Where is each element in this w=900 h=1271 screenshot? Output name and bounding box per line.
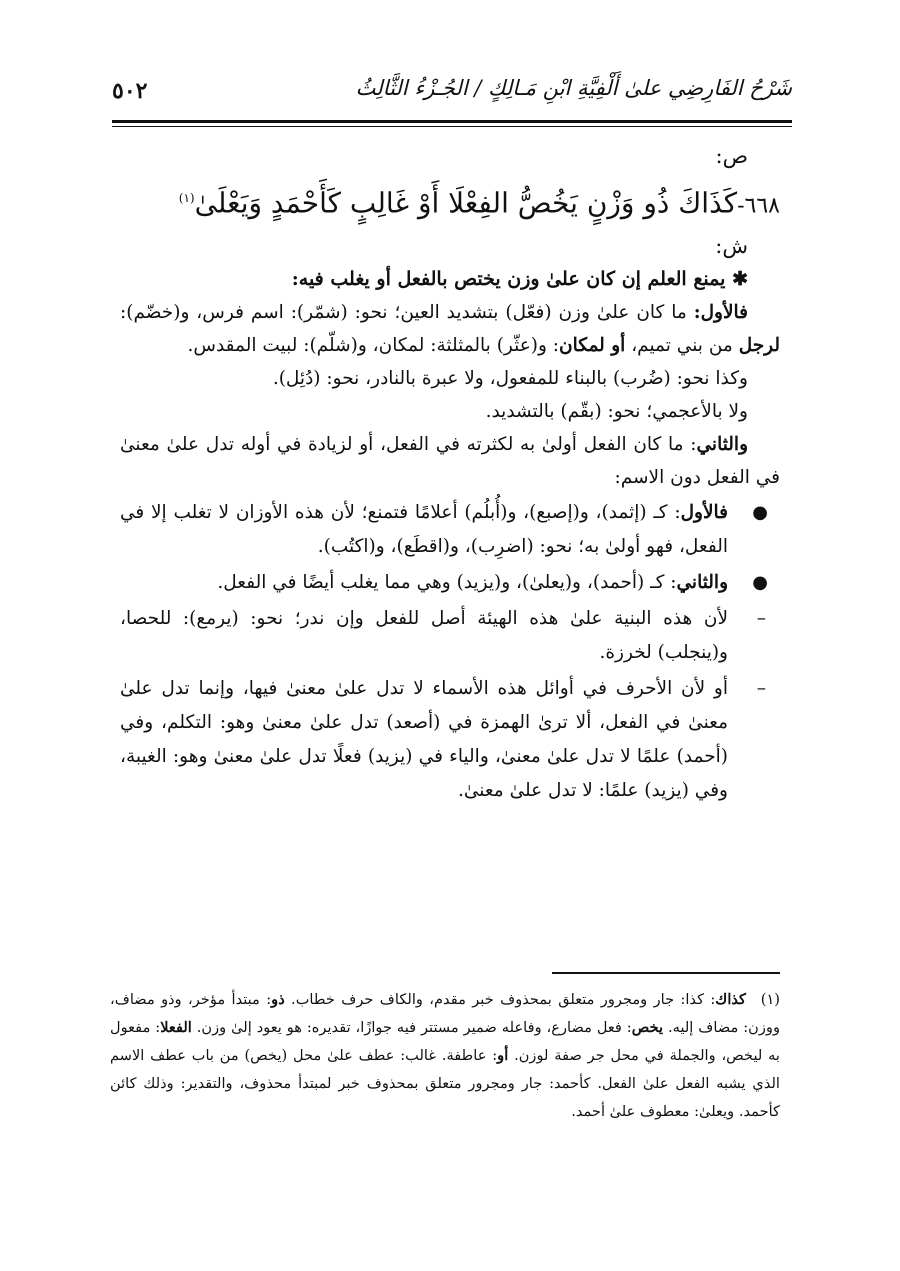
paragraph-second: والثاني: ما كان الفعل أولىٰ به لكثرته في الفعل، أو لزيادة في أوله تدل علىٰ معنىٰ في الفعل دون الاسم: bbox=[120, 434, 780, 489]
list-item: – لأن هذه البنية علىٰ هذه الهيئة أصل للفعل وإن ندر؛ نحو: (يرمع): للحصا، و(ينجلب) لخرزة. bbox=[120, 602, 780, 670]
label-shin: ش: bbox=[715, 234, 748, 259]
dash-icon: – bbox=[756, 608, 766, 630]
footnote-rule bbox=[552, 972, 780, 974]
header-title: شَرْحُ الفَارِضِي علىٰ أَلْفِيَّةِ ابْنِ مَـالِكٍ / الجُـزْءُ الثَّالِثُ bbox=[355, 76, 792, 100]
verse-text: كَذَاكَ ذُو وَزْنٍ يَخُصُّ الفِعْلَا أَوْ غَالِبٍ كَأَحْمَدٍ وَيَعْلَىٰ bbox=[194, 186, 738, 220]
label-sad: ص: bbox=[715, 144, 748, 168]
paragraph-first: فالأول: ما كان علىٰ وزن (فعّل) بتشديد العين؛ نحو: (شمّر): اسم فرس، و(خضّم): لرجل من بني تميم، أو لمكان: و(عثّر) بالمثلثة: لمكان، و(شلّم): لبيت المقدس. bbox=[120, 302, 780, 357]
page-number: ٥٠٢ bbox=[112, 78, 148, 104]
verse-line bbox=[120, 174, 780, 230]
paragraph-foreign: ولا بالأعجمي؛ نحو: (بقّم) بالتشديد. bbox=[485, 401, 748, 423]
footnote: (١)كذاك: كذا: جار ومجرور متعلق بمحذوف خبر مقدم، والكاف حرف خطاب. ذو: مبتدأ مؤخر، وذو مضاف، ووزن: مضاف إليه. يخص: فعل مضارع، وفاعله ضمير مستتر فيه جوازًا، تقديره: هو يعود إلىٰ وزن. الفعلا: مفعول به ليخص، والجملة في محل جر صفة لوزن. أو: عاطفة. غالب: عطف علىٰ محل (يخص) من باب عطف الاسم الذي يشبه الفعل علىٰ الفعل. كأحمد: جار ومجرور متعلق بمحذوف خبر لمبتدأ محذوف، والتقدير: وذلك كائن كأحمد. ويعلىٰ: معطوف علىٰ أحمد. bbox=[110, 986, 780, 1126]
dash-icon: – bbox=[756, 678, 766, 700]
list-item: – أو لأن الأحرف في أوائل هذه الأسماء لا تدل علىٰ معنىٰ فيها، وإنما تدل علىٰ معنىٰ في الفعل، ألا ترىٰ الهمزة في (أصعد) تدل علىٰ معنىٰ وهو: التكلم، وفي (أحمد) علمًا لا تدل علىٰ معنىٰ، والياء في (يزيد) فعلًا تدل علىٰ معنىٰ وهو: الغيبة، وفي (يزيد) علمًا: لا تدل علىٰ معنىٰ. bbox=[120, 672, 780, 808]
footnote-number: (١) bbox=[760, 991, 780, 1008]
header-rule bbox=[112, 120, 792, 123]
header-rule-thin bbox=[112, 126, 792, 127]
main-text bbox=[120, 140, 780, 810]
paragraph-passive: وكذا نحو: (ضُرب) بالبناء للمفعول، ولا عبرة بالنادر، نحو: (دُئِل). bbox=[272, 368, 748, 390]
verse-footnote-ref: (١) bbox=[178, 191, 195, 205]
section-heading: ✱ يمنع العلم إن كان علىٰ وزن يختص بالفعل أو يغلب فيه: bbox=[291, 268, 748, 291]
running-header bbox=[112, 72, 792, 116]
list-item: ● فالأول: كـ (إثمد)، و(إصبع)، و(أُبلُم) أعلامًا فتمنع؛ لأن هذه الأوزان لا تغلب إلا في الفعل، فهو أولىٰ به؛ نحو: (اضرِب)، و(اقطَع)، و(اكتُب). bbox=[120, 496, 780, 564]
verse-number: ٦٦٨- bbox=[737, 193, 780, 219]
bullet-icon: ● bbox=[752, 572, 768, 594]
asterisk-icon: ✱ bbox=[725, 268, 748, 291]
list-item: ● والثاني: كـ (أحمد)، و(يعلىٰ)، و(يزيد) وهي مما يغلب أيضًا في الفعل. bbox=[120, 566, 780, 600]
bullet-icon: ● bbox=[752, 502, 768, 524]
